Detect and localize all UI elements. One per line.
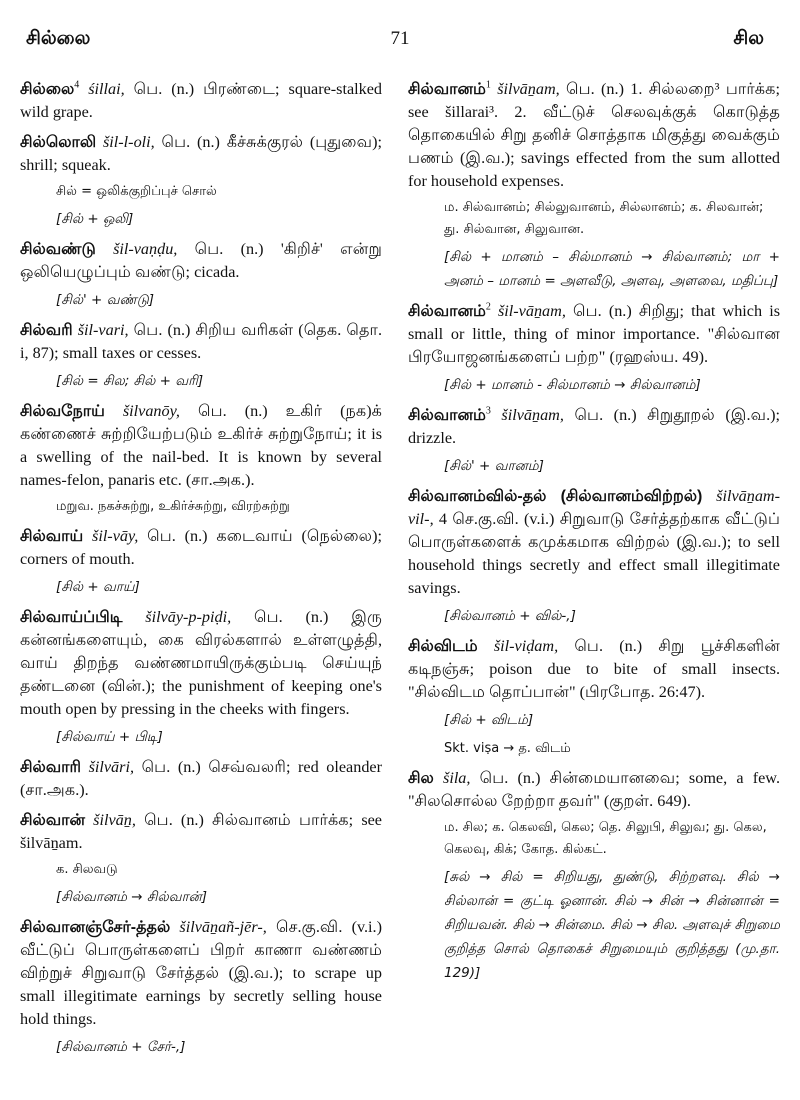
definition: பெ. (n.) சிறு பூச்சிகளின் கடிநஞ்சு; poison due to bite of small insects. "சில்விடம தொப்பான்" (பிரபோத. 26:47). [408,637,781,701]
etymology: [சில் + விடம்] [444,712,534,728]
transliteration: šil-vari, [77,321,129,339]
headword: சில்லொலி [20,134,97,151]
cognate-note: ம. சில; க. கெலவி, கெல; தெ. சிலுபி, சிலுவ; து. கெல, கெலவு, கிக்; கோத. கில்கட். [444,820,767,857]
etymology: [சில்வாய் + பிடி] [56,729,163,745]
transliteration: šilvāy-p-piḍi, [145,608,232,626]
headword: சில்வாரி [20,759,81,776]
headword: சில்வாய் [20,528,84,545]
running-head-right: சில [733,28,764,49]
entry [20,400,382,518]
headword: சில்வரி [20,322,73,339]
headword: சில்வநோய் [20,403,105,420]
definition: பெ. (n.) செவ்வலரி; red oleander (சா.அக.). [20,758,383,799]
transliteration: śillai, [88,80,125,98]
definition: பெ. (n.) 1. சில்லறை³ பார்க்க; see šillarai³. 2. வீட்டுச் செலவுக்குக் கொடுத்த தொகையில் சிறு தனிச் சொத்தாக மிகுத்து வைக்கும் பணம் (இ.வ.); savings effected from the sum allotted for household expenses. [408,80,780,190]
definition: பெ. (n.) இரு கன்னங்களையும், கை விரல்களால் உள்ளழுத்தி, வாய் திறந்த வண்ணமாயிருக்கும்படி செய்யுந் தண்டனை (வின்.); the punishment of keeping one's mouth open by pressing in the cheeks with fingers. [20,608,382,718]
etymology: [சில்வானம் + வில்-,] [444,608,576,624]
cognate-note: க. சிலவடு [56,862,118,877]
etymology: [சில் + மானம் - சில்மானம் → சில்வானம்] [444,377,701,393]
entry [20,916,382,1059]
headword: சில்வண்டு [20,241,96,258]
running-head-left: சில்லை [26,28,91,49]
transliteration: šil-vāṉam, [498,302,566,320]
headword: சில்வானம்வில்-தல் (சில்வானம்விற்றல்) [408,488,703,505]
definition: பெ. (n.) சிறிது; that which is small or little, thing of minor importance. "சில்வான பிரயோஜனங்களைப் பற்ற" (ரஹஸ்ய. 49). [408,302,780,366]
headword: சில்வான் [20,812,85,829]
entry [20,606,382,749]
definition: பெ. (n.) கடைவாய் (நெல்லை); corners of mouth. [20,527,382,568]
transliteration: šilvāṉam-vil-, [408,487,780,528]
entry [20,756,382,802]
entry [20,238,382,312]
etymology: [சில்வானம் + சேர்-,] [56,1039,186,1055]
homonym-number: 4 [74,79,80,91]
definition: பெ. (n.) சின்மையானவை; some, a few. "சிலசொல்ல றேற்றா தவர்" (குறள். 649). [408,769,780,810]
transliteration: šilvāṉañ-jēr-, [179,918,267,936]
headword: சில்வானம் [408,407,486,424]
etymology: [சுல் → சில் = சிறியது, துண்டு, சிற்றளவு. சில் → சில்லான் = குட்டி ஓனான். சில் → சின் → சின்னான் = சிறியவன். சில் → சின்மை. சில் → சில. அளவுச் சிறுமை குறித்த சொல் தொகைச் சிறுமையும் குறித்தது (மு.தா. 129)] [444,869,780,981]
entry [20,525,382,599]
definition: செ.கு.வி. (v.i.) வீட்டுப் பொருள்களைப் பிறர் காணா வண்ணம் விற்றுச் சிறுவாடு சேர்த்தல் (இ.வ.); to scrape up small illegitimate earnings by secretly selling house hold things. [20,918,382,1028]
headword: சில்வாய்ப்பிடி [20,609,123,626]
running-head [20,22,780,58]
transliteration: šilvāṉam, [497,80,560,98]
definition: பெ. (n.) சிறுதூறல் (இ.வ.); drizzle. [408,406,781,447]
definition: பெ. (n.) உகிர் (நக)க் கண்ணைச் சுற்றியேற்படும் உகிர்ச் சுற்றுநோய்; it is a swelling of the nail-bed. It is known by several names-felon, panaris etc. (சா.அக.). [20,402,382,489]
loan-note: Skt. viṣa → த. விடம் [444,741,571,756]
cognate-note: சில் = ஒலிக்குறிப்புச் சொல் [56,184,217,199]
transliteration: šil-l-oli, [103,133,155,151]
transliteration: šilvāṉ, [93,811,136,829]
entry [408,404,780,478]
headword: சில்லை [20,81,75,98]
transliteration: šilvanōy, [122,402,180,420]
left-column [20,78,382,1066]
transliteration: šil-viḍam, [493,637,559,655]
page-number: 71 [390,28,410,49]
definition: பெ. (n.) கீச்சுக்குரல் (புதுவை); shrill; squeak. [20,133,383,174]
etymology: [சில் + வாய்] [56,579,140,595]
etymology: [சில்' + வண்டு] [56,292,155,308]
etymology: [சில் + ஒலி] [56,211,134,227]
etymology: [சில்' + வானம்] [444,458,544,474]
transliteration: šilvāṉam, [501,406,564,424]
entry [408,767,780,985]
entry [408,78,780,293]
definition: பெ. (n.) பிரண்டை; square-stalked wild grape. [20,80,383,121]
entry [20,78,382,124]
definition: பெ. (n.) சில்வானம் பார்க்க; see šilvāṉam. [20,811,382,852]
transliteration: šila, [443,769,471,787]
headword: சில்வானம் [408,303,486,320]
etymology: [சில் = சில; சில் + வரி] [56,373,204,389]
definition: பெ. (n.) 'கிறிச்' என்று ஒலியெழுப்பும் வண்டு; cicada. [20,240,382,281]
synonym-note: மறுவ. நகச்சுற்று, உகிர்ச்சுற்று, விரற்சுற்று [56,499,290,514]
entry [408,485,780,628]
transliteration: šil-vāy, [92,527,139,545]
entry [408,300,780,397]
headword: சில்வானஞ்சேர்-த்தல் [20,919,171,936]
definition: பெ. (n.) சிறிய வரிகள் (தெக. தொ. i, 87); small taxes or cesses. [20,321,382,362]
right-column [408,78,780,1066]
transliteration: šil-vaṇḍu, [113,240,178,258]
homonym-number: 1 [485,79,491,91]
etymology: [சில்வானம் → சில்வான்] [56,889,207,905]
entry [20,319,382,393]
homonym-number: 3 [485,405,491,417]
entry [20,131,382,231]
entry [20,809,382,909]
definition: 4 செ.கு.வி. (v.i.) சிறுவாடு சேர்த்தற்காக வீட்டுப் பொருள்களைக் கமுக்கமாக விற்றல் (இ.வ.); to sell household things secretly and effect small illegitimate savings. [408,510,780,597]
transliteration: šilvāri, [88,758,134,776]
headword: சில்விடம் [408,638,478,655]
homonym-number: 2 [485,301,491,313]
etymology: [சில் + மானம் – சில்மானம் → சில்வானம்; மா + அனம் – மானம் = அளவீடு, அளவு, அளவை, மதிப்பு] [444,249,780,289]
entry [408,635,780,760]
headword: சில [408,770,434,787]
cognate-note: ம. சில்வானம்; சில்லுவானம், சில்லானம்; க. சிலவான்; து. சில்வான, சிலுவான. [444,200,764,237]
headword: சில்வானம் [408,81,486,98]
